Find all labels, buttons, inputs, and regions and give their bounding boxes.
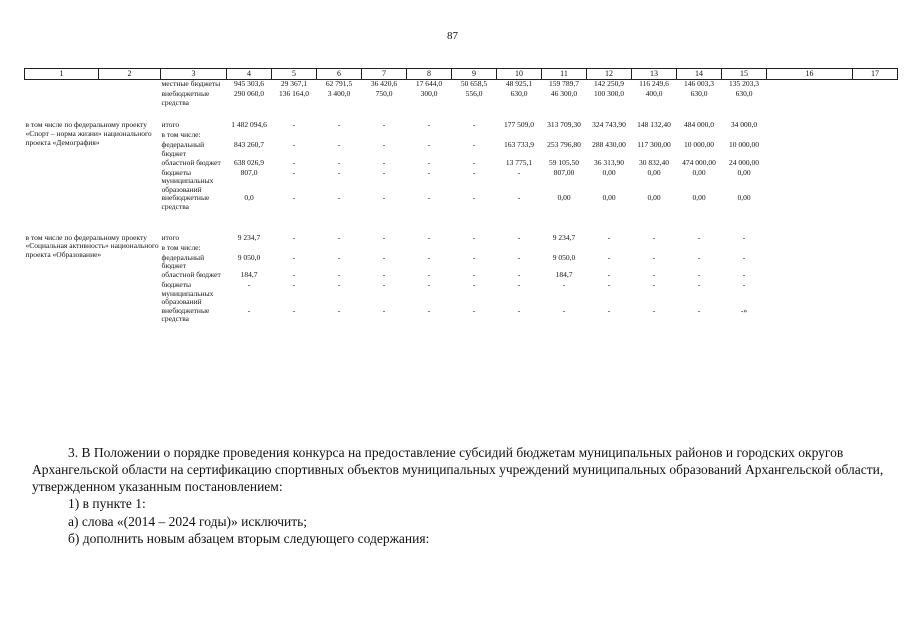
budget-table xyxy=(24,68,898,324)
spacer-row xyxy=(25,212,898,234)
item-1-line: 1) в пункте 1: xyxy=(68,496,146,511)
row-label-cell: федеральный бюджет xyxy=(161,140,205,158)
value-cell: - xyxy=(697,279,701,289)
empty-cell xyxy=(767,254,853,271)
value-cell: - xyxy=(337,193,341,203)
value-cell: - xyxy=(652,279,656,289)
value-cell: -» xyxy=(740,305,748,315)
empty-cell xyxy=(767,80,853,91)
row-label-cell: в том числе: xyxy=(161,130,201,140)
value-cell: 184,7 xyxy=(555,269,573,279)
column-number-cell: 17 xyxy=(853,69,898,80)
value-cell: 807,00 xyxy=(553,167,575,177)
value-cell: 288 430,00 xyxy=(592,140,626,150)
value-cell: 116 249,6 xyxy=(639,79,669,88)
value-cell: - xyxy=(697,269,701,279)
value-cell: 177 509,0 xyxy=(504,120,534,130)
table-row xyxy=(25,121,898,131)
value-cell: - xyxy=(427,193,431,203)
value-cell: - xyxy=(427,232,431,242)
empty-cell xyxy=(767,244,853,254)
empty-cell xyxy=(853,244,898,254)
value-cell: - xyxy=(337,232,341,242)
value-cell: - xyxy=(292,140,296,150)
value-cell: - xyxy=(472,140,476,150)
value-cell: 0,00 xyxy=(557,193,571,203)
value-cell: - xyxy=(382,167,386,177)
value-cell: - xyxy=(472,305,476,315)
empty-cell xyxy=(767,159,853,169)
value-cell: 300,0 xyxy=(420,89,438,98)
value-cell: 48 925,1 xyxy=(505,79,533,88)
value-cell: - xyxy=(292,157,296,167)
item-a-line: а) слова «(2014 – 2024 годы)» исключить; xyxy=(68,514,308,529)
empty-cell xyxy=(25,90,161,107)
value-cell: 163 733,9 xyxy=(504,140,534,150)
column-number-cell: 16 xyxy=(767,69,853,80)
value-cell: 843 260,7 xyxy=(234,140,264,150)
value-cell: - xyxy=(337,252,341,262)
value-cell: 10 000,00 xyxy=(684,140,714,150)
value-cell: - xyxy=(697,252,701,262)
column-number-cell: 2 xyxy=(99,69,161,80)
value-cell: 148 132,40 xyxy=(637,120,671,130)
value-cell: 807,0 xyxy=(240,167,258,177)
empty-cell xyxy=(767,234,853,244)
item-b-line: б) дополнить новым абзацем вторым следующего содержания: xyxy=(68,531,430,546)
value-cell: 24 000,00 xyxy=(729,157,759,167)
table-body xyxy=(25,80,898,325)
value-cell: 9 234,7 xyxy=(237,232,261,242)
empty-cell xyxy=(853,121,898,131)
value-cell: 3 400,0 xyxy=(327,89,351,98)
empty-cell xyxy=(767,307,853,324)
value-cell: 136 164,0 xyxy=(279,89,309,98)
value-cell: - xyxy=(427,269,431,279)
row-label-cell: в том числе: xyxy=(161,242,201,252)
value-cell: - xyxy=(742,252,746,262)
value-cell: - xyxy=(427,120,431,130)
value-cell: 0,00 xyxy=(692,167,706,177)
empty-cell xyxy=(853,90,898,107)
value-cell: 0,00 xyxy=(647,167,661,177)
value-cell: - xyxy=(607,305,611,315)
value-cell: - xyxy=(382,232,386,242)
row-label-cell: местные бюджеты xyxy=(161,79,221,88)
empty-cell xyxy=(853,234,898,244)
row-label-cell: областной бюджет xyxy=(161,157,221,167)
value-cell: - xyxy=(472,232,476,242)
value-cell: - xyxy=(472,193,476,203)
value-cell: 117 300,00 xyxy=(637,140,671,150)
value-cell: - xyxy=(427,157,431,167)
spacer-cell xyxy=(25,212,898,234)
value-cell: - xyxy=(697,305,701,315)
value-cell: - xyxy=(472,279,476,289)
value-cell: 135 203,3 xyxy=(729,79,759,88)
value-cell: - xyxy=(337,279,341,289)
column-number-cell: 1 xyxy=(25,69,99,80)
row-label-cell: федеральный бюджет xyxy=(161,252,205,271)
value-cell: - xyxy=(427,305,431,315)
value-cell: - xyxy=(427,167,431,177)
column-number-cell: 4 xyxy=(227,69,272,80)
value-cell: 34 000,0 xyxy=(730,120,758,130)
paragraph-3: 3. В Положении о порядке проведения конкурса на предоставление субсидий бюджетам муниципальных районов и городских округов Архангельской области на сертификацию спортивных объектов муниципальных учреждений муниципальных образований Архангельской области, утвержденном указанным постановлением: xyxy=(32,445,884,494)
value-cell: 59 105,50 xyxy=(549,157,579,167)
empty-cell xyxy=(853,307,898,324)
column-number-cell: 6 xyxy=(317,69,362,80)
value-cell: - xyxy=(742,232,746,242)
column-number-cell: 9 xyxy=(452,69,497,80)
value-cell: 253 796,80 xyxy=(547,140,581,150)
value-cell: 159 789,7 xyxy=(549,79,579,88)
column-number-cell: 13 xyxy=(632,69,677,80)
row-label-cell: итого xyxy=(161,120,180,130)
empty-cell xyxy=(853,169,898,195)
value-cell: - xyxy=(472,269,476,279)
value-cell: 146 003,3 xyxy=(684,79,714,88)
value-cell: 100 300,0 xyxy=(594,89,624,98)
empty-cell xyxy=(767,281,853,307)
column-number-cell: 10 xyxy=(497,69,542,80)
empty-cell xyxy=(853,141,898,158)
empty-cell xyxy=(767,121,853,131)
value-cell: 0,00 xyxy=(647,193,661,203)
value-cell: 324 743,90 xyxy=(592,120,626,130)
column-number-cell: 7 xyxy=(362,69,407,80)
table-row xyxy=(25,90,898,107)
value-cell: - xyxy=(337,305,341,315)
value-cell: 0,00 xyxy=(737,193,751,203)
value-cell: - xyxy=(517,232,521,242)
value-cell: - xyxy=(472,157,476,167)
empty-cell xyxy=(767,194,853,211)
column-number-cell: 11 xyxy=(542,69,587,80)
value-cell: 0,00 xyxy=(692,193,706,203)
value-cell: - xyxy=(607,279,611,289)
value-cell: - xyxy=(292,232,296,242)
value-cell: - xyxy=(562,279,566,289)
value-cell: 13 775,1 xyxy=(505,157,533,167)
empty-cell xyxy=(853,254,898,271)
section-title-cell: в том числе по федеральному проекту «Социальная активность» национального проекта «Образование» xyxy=(25,232,159,259)
value-cell: - xyxy=(517,269,521,279)
value-cell: 556,0 xyxy=(465,89,483,98)
value-cell: 46 300,0 xyxy=(550,89,578,98)
value-cell: 0,00 xyxy=(737,167,751,177)
empty-cell xyxy=(767,131,853,141)
value-cell: 400,0 xyxy=(645,89,663,98)
column-number-cell: 3 xyxy=(161,69,227,80)
value-cell: - xyxy=(337,167,341,177)
value-cell: - xyxy=(337,140,341,150)
value-cell: 945 303,6 xyxy=(234,79,264,88)
value-cell: 0,00 xyxy=(602,193,616,203)
value-cell: - xyxy=(382,140,386,150)
empty-cell xyxy=(767,271,853,281)
table-row xyxy=(25,234,898,244)
value-cell: - xyxy=(337,269,341,279)
value-cell: 142 250,9 xyxy=(594,79,624,88)
value-cell: - xyxy=(517,193,521,203)
page-number: 87 xyxy=(447,30,458,42)
value-cell: 638 026,9 xyxy=(234,157,264,167)
value-cell: 1 482 094,6 xyxy=(231,120,267,130)
value-cell: 630,0 xyxy=(510,89,528,98)
value-cell: - xyxy=(607,252,611,262)
value-cell: 0,0 xyxy=(244,193,254,203)
value-cell: - xyxy=(697,232,701,242)
value-cell: - xyxy=(427,140,431,150)
value-cell: - xyxy=(382,269,386,279)
column-number-cell: 5 xyxy=(272,69,317,80)
spacer-row xyxy=(25,107,898,121)
value-cell: - xyxy=(292,279,296,289)
value-cell: 474 000,00 xyxy=(682,157,716,167)
column-number-cell: 14 xyxy=(677,69,722,80)
value-cell: - xyxy=(652,305,656,315)
section-title-cell: в том числе по федеральному проекту «Спорт – норма жизни» национального проекта «Демография» xyxy=(25,120,152,147)
value-cell: - xyxy=(517,305,521,315)
value-cell: - xyxy=(292,305,296,315)
value-cell: - xyxy=(382,252,386,262)
value-cell: - xyxy=(472,120,476,130)
column-number-cell: 8 xyxy=(407,69,452,80)
empty-cell xyxy=(853,80,898,91)
empty-cell xyxy=(767,169,853,195)
empty-cell xyxy=(767,90,853,107)
empty-cell xyxy=(853,159,898,169)
value-cell: - xyxy=(562,305,566,315)
table-row xyxy=(25,80,898,91)
value-cell: 630,0 xyxy=(735,89,753,98)
row-label-cell: итого xyxy=(161,232,180,242)
value-cell: - xyxy=(472,252,476,262)
value-cell: 630,0 xyxy=(690,89,708,98)
row-label-cell: бюджеты муниципальных образований xyxy=(161,279,214,307)
value-cell: 29 367,1 xyxy=(280,79,308,88)
value-cell: 290 060,0 xyxy=(234,89,264,98)
value-cell: 9 234,7 xyxy=(552,232,576,242)
value-cell: - xyxy=(427,252,431,262)
empty-cell xyxy=(853,281,898,307)
value-cell: 62 791,5 xyxy=(325,79,353,88)
empty-cell xyxy=(25,80,161,91)
row-label-cell: внебюджетные средства xyxy=(161,305,210,324)
empty-cell xyxy=(853,194,898,211)
empty-cell xyxy=(853,271,898,281)
value-cell: - xyxy=(382,120,386,130)
value-cell: - xyxy=(292,167,296,177)
column-number-cell: 15 xyxy=(722,69,767,80)
value-cell: - xyxy=(382,193,386,203)
value-cell: - xyxy=(382,305,386,315)
value-cell: - xyxy=(607,232,611,242)
row-label-cell: внебюджетные средства xyxy=(161,193,210,211)
value-cell: 184,7 xyxy=(240,269,258,279)
value-cell: - xyxy=(517,279,521,289)
row-label-cell: бюджеты муниципальных образований xyxy=(161,167,214,194)
empty-cell xyxy=(853,131,898,141)
value-cell: 36 313,90 xyxy=(594,157,624,167)
value-cell: 484 000,0 xyxy=(684,120,714,130)
value-cell: - xyxy=(517,167,521,177)
value-cell: - xyxy=(292,269,296,279)
value-cell: - xyxy=(652,232,656,242)
row-label-cell: внебюджетные средства xyxy=(161,89,210,107)
value-cell: - xyxy=(607,269,611,279)
value-cell: 50 658,5 xyxy=(460,79,488,88)
value-cell: - xyxy=(337,157,341,167)
column-number-header-row xyxy=(25,69,898,80)
value-cell: - xyxy=(472,167,476,177)
value-cell: - xyxy=(742,279,746,289)
value-cell: 750,0 xyxy=(375,89,393,98)
value-cell: 36 420,6 xyxy=(370,79,398,88)
value-cell: - xyxy=(652,269,656,279)
empty-cell xyxy=(767,141,853,158)
value-cell: - xyxy=(517,252,521,262)
value-cell: 9 050,0 xyxy=(237,252,261,262)
value-cell: - xyxy=(337,120,341,130)
value-cell: - xyxy=(247,279,251,289)
value-cell: 313 709,30 xyxy=(547,120,581,130)
value-cell: 9 050,0 xyxy=(552,252,576,262)
value-cell: - xyxy=(382,157,386,167)
value-cell: - xyxy=(292,252,296,262)
spacer-cell xyxy=(25,107,898,121)
value-cell: - xyxy=(427,279,431,289)
value-cell: 30 832,40 xyxy=(639,157,669,167)
value-cell: 10 000,00 xyxy=(729,140,759,150)
column-number-cell: 12 xyxy=(587,69,632,80)
value-cell: - xyxy=(292,120,296,130)
value-cell: - xyxy=(247,305,251,315)
value-cell: - xyxy=(292,193,296,203)
row-label-cell: областной бюджет xyxy=(161,269,221,279)
value-cell: 17 644,0 xyxy=(415,79,443,88)
value-cell: - xyxy=(742,269,746,279)
value-cell: - xyxy=(382,279,386,289)
value-cell: - xyxy=(652,252,656,262)
value-cell: 0,00 xyxy=(602,167,616,177)
